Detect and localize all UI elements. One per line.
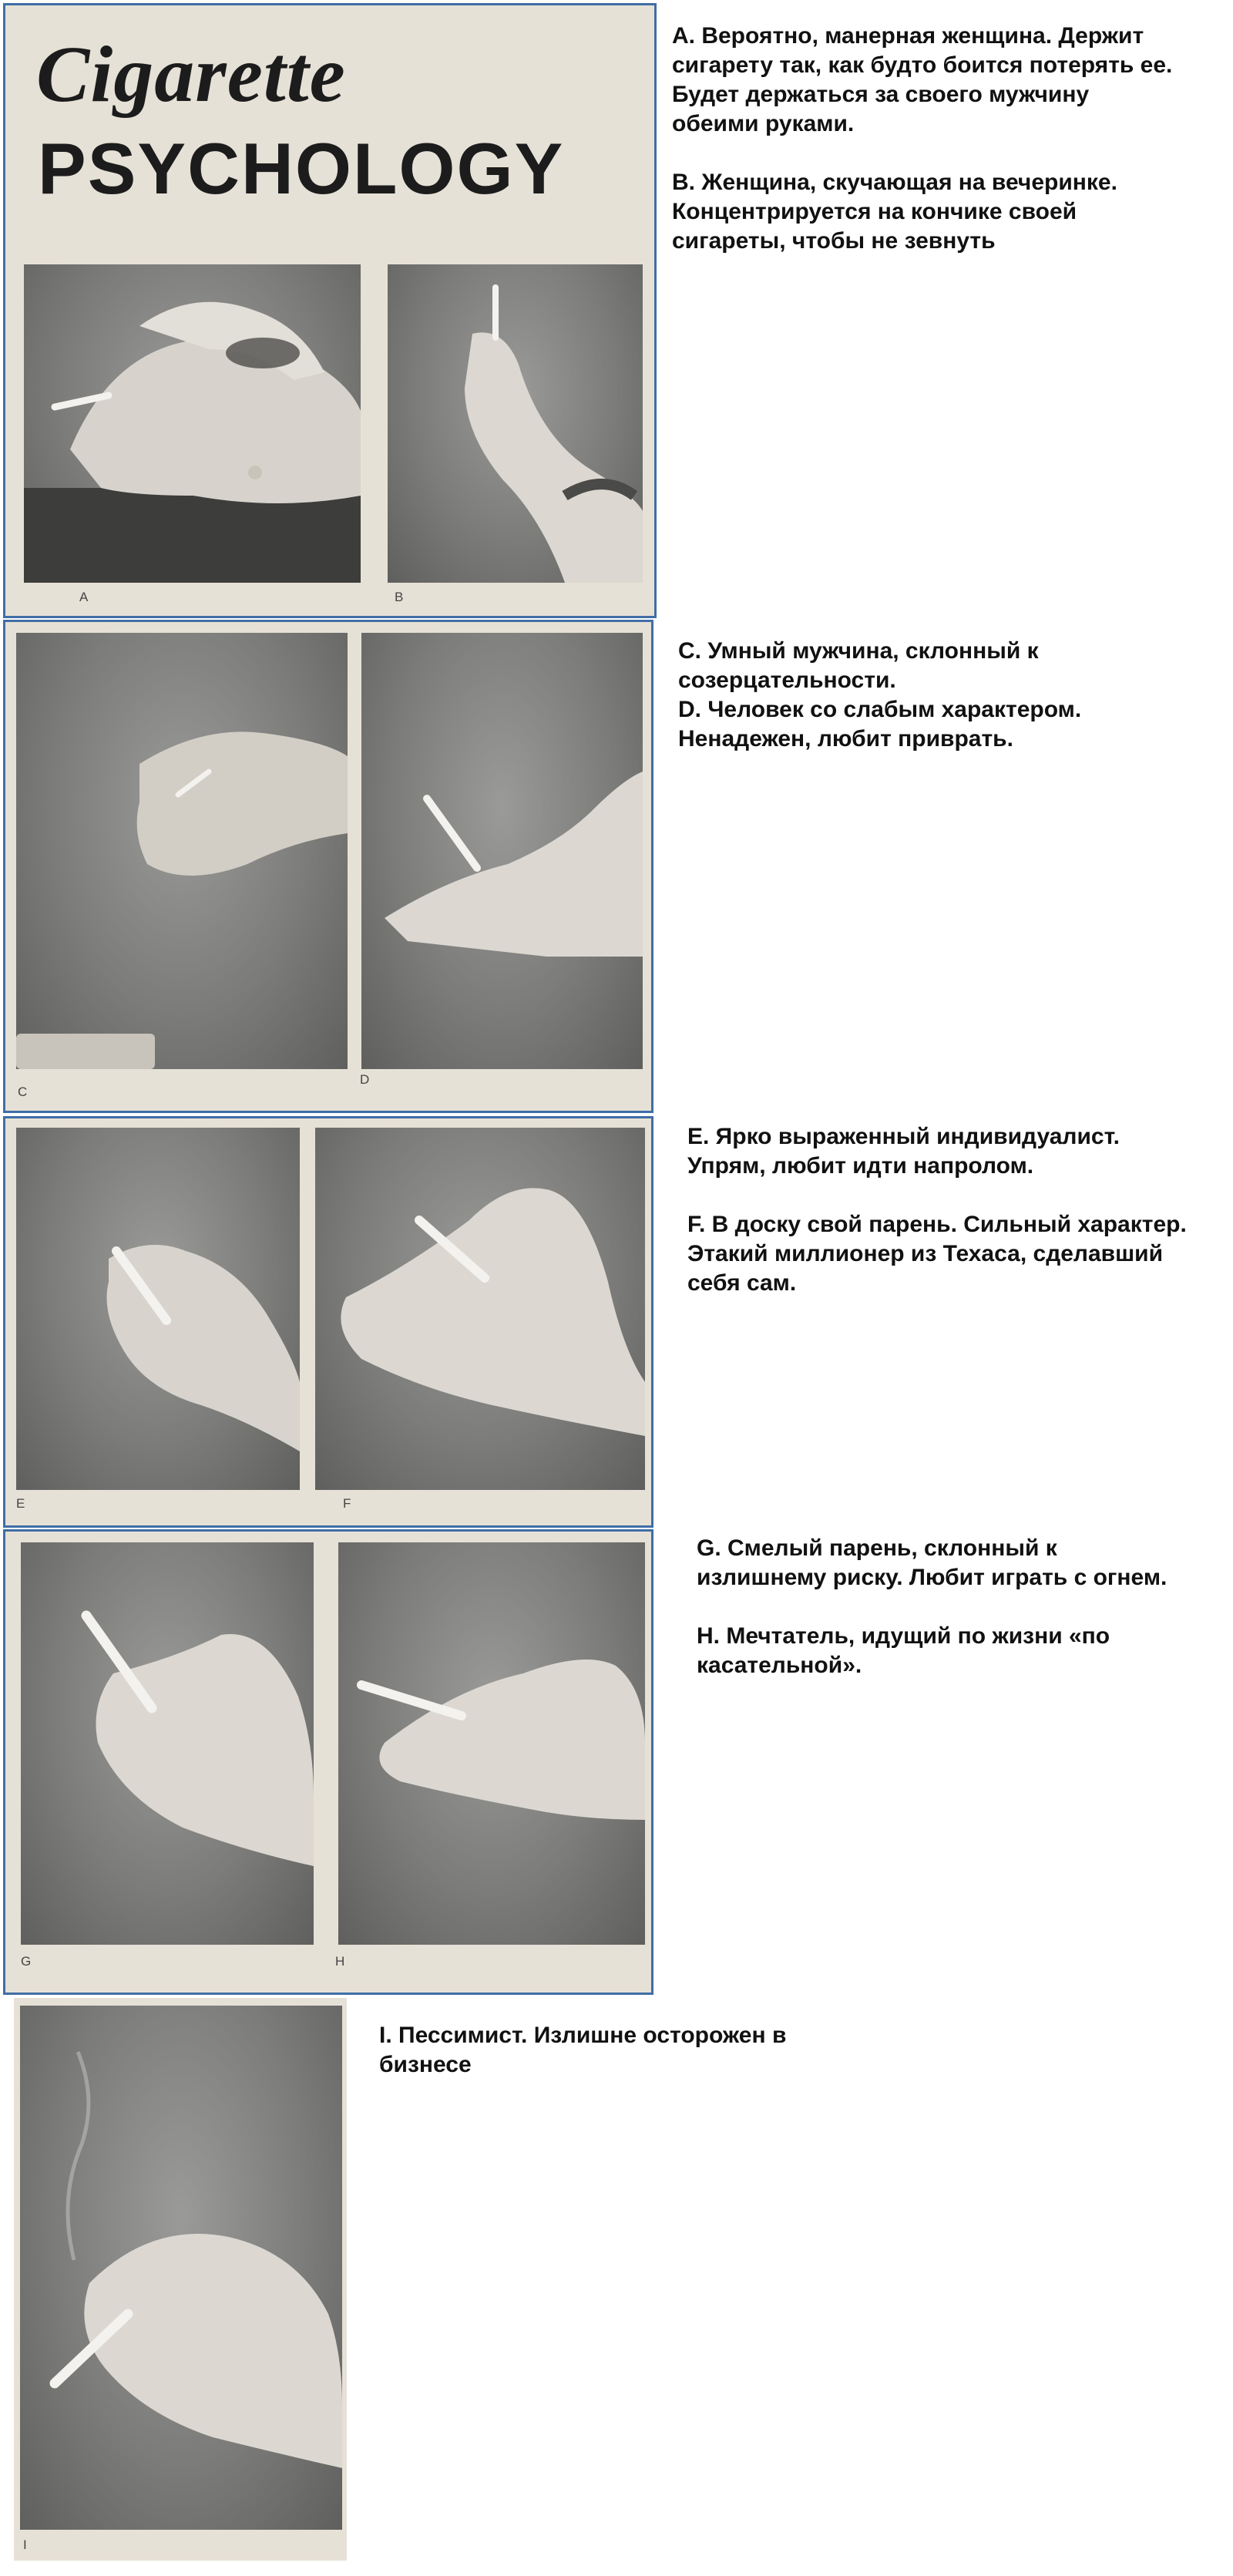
photo-c (16, 633, 348, 1069)
hand-holding-cigarette-icon (16, 633, 348, 1069)
panel-ef (3, 1116, 653, 1528)
description-h: H. Мечтатель, идущий по жизни «по касательной». (697, 1623, 1110, 1678)
photo-e-label: E (16, 1496, 26, 1511)
description-ab (672, 22, 1227, 256)
photo-e (16, 1128, 300, 1490)
description-f: F. В доску свой парень. Сильный характер. Этакий миллионер из Техаса, сделавший себя сам. (687, 1212, 1187, 1296)
hand-holding-cigarette-icon (388, 264, 643, 583)
description-b: B. Женщина, скучающая на вечеринке. Концентрируется на кончике своей сигареты, чтобы не зевнуть (672, 170, 1117, 254)
photo-a (24, 264, 361, 583)
photo-i-label: I (23, 2537, 28, 2552)
photo-d (361, 633, 643, 1069)
photo-b (388, 264, 643, 583)
description-e: E. Ярко выраженный индивидуалист. Упрям, любит идти напролом. (687, 1124, 1120, 1179)
photo-g (21, 1542, 314, 1945)
photo-d-label: D (360, 1072, 371, 1087)
photo-c-label: C (18, 1085, 29, 1099)
photo-g-label: G (21, 1954, 32, 1969)
description-cd (678, 637, 1227, 754)
hand-holding-cigarette-icon (20, 2006, 342, 2530)
panel-ab (3, 3, 657, 618)
description-g: G. Смелый парень, склонный к излишнему риску. Любит играть с огнем. (697, 1535, 1167, 1590)
photo-f-label: F (343, 1496, 352, 1511)
panel-cd (3, 620, 653, 1113)
hand-holding-cigarette-icon (338, 1542, 645, 1945)
description-cd-text: C. Умный мужчина, склонный к созерцательности. D. Человек со слабым характером. Ненадежен, любит приврать. (678, 638, 1082, 752)
hand-holding-cigarette-icon (315, 1128, 645, 1490)
description-ef (687, 1122, 1227, 1298)
photo-h (338, 1542, 645, 1945)
hand-holding-cigarette-icon (21, 1542, 314, 1945)
description-i (379, 2021, 872, 2080)
description-a: A. Вероятно, манерная женщина. Держит сигарету так, как будто боится потерять ее. Будет держаться за своего мужчину обеими руками. (672, 23, 1173, 136)
hand-holding-cigarette-icon (361, 633, 643, 1069)
photo-i (20, 2006, 342, 2530)
hands-holding-cigarette-icon (24, 264, 361, 583)
photo-b-label: B (395, 590, 405, 604)
panel-gh (3, 1529, 653, 1995)
hand-holding-cigarette-icon (16, 1128, 300, 1490)
description-i-text: I. Пессимист. Излишне осторожен в бизнесе (379, 2023, 787, 2077)
photo-a-label: A (79, 590, 89, 604)
photo-h-label: H (335, 1954, 346, 1969)
title-script: Cigarette (36, 30, 346, 119)
title-main: PSYCHOLOGY (38, 128, 565, 209)
description-gh (697, 1534, 1227, 1680)
photo-f (315, 1128, 645, 1490)
panel-i (14, 1998, 347, 2561)
